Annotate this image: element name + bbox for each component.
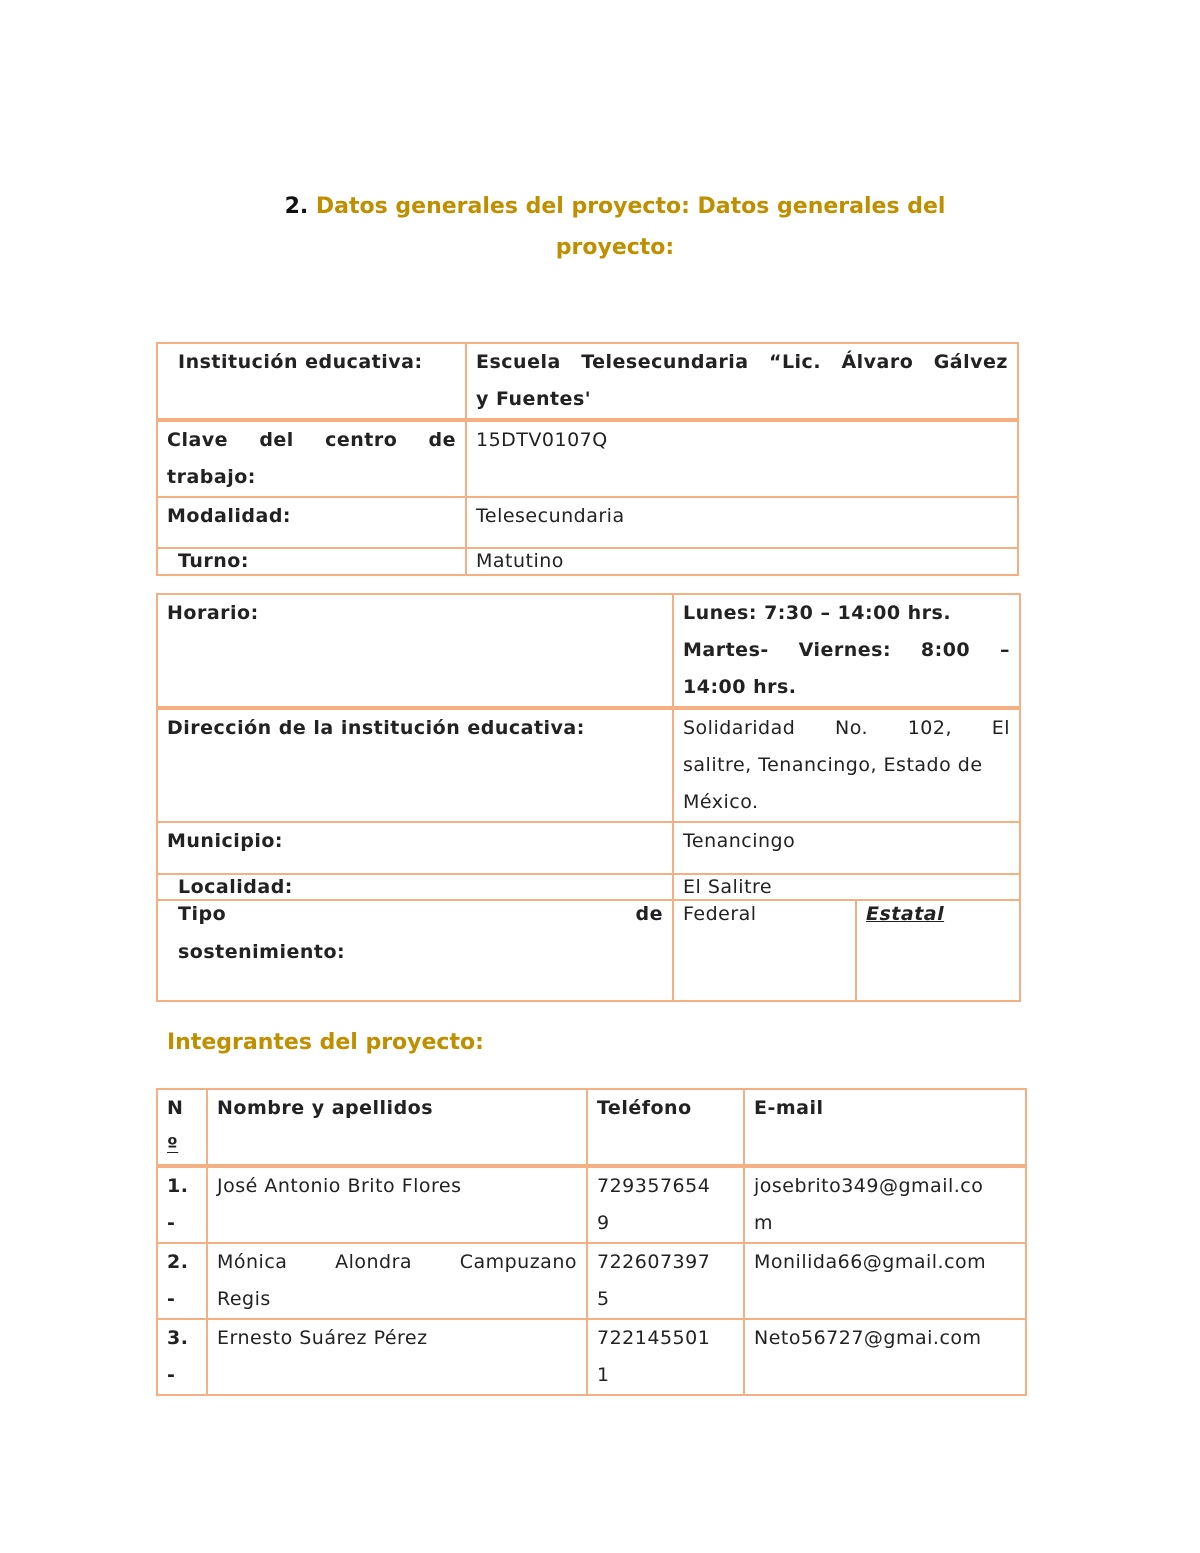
integrantes-heading: Integrantes del proyecto:	[167, 1030, 484, 1055]
table-row	[157, 1243, 1026, 1319]
turno-value: Matutino	[466, 548, 1018, 575]
row-telefono: 722145501 1	[587, 1319, 744, 1395]
municipio-label: Municipio:	[157, 822, 673, 874]
row-nombre: José Antonio Brito Flores	[207, 1166, 587, 1243]
tipo-label	[157, 900, 673, 1001]
header-no: N º	[157, 1089, 207, 1166]
table-row	[157, 874, 1020, 900]
tipo-estatal: Estatal	[856, 900, 1020, 1001]
header-nombre: Nombre y apellidos	[207, 1089, 587, 1166]
modalidad-label: Modalidad:	[157, 497, 466, 548]
row-nombre: Ernesto Suárez Pérez	[207, 1319, 587, 1395]
row-nombre: Mónica Alondra Campuzano Regis	[207, 1243, 587, 1319]
header-telefono: Teléfono	[587, 1089, 744, 1166]
table-row	[157, 1166, 1026, 1243]
clave-value: 15DTV0107Q	[466, 420, 1018, 497]
horario-line2: Martes- Viernes: 8:00 –	[683, 639, 1010, 661]
section-title	[230, 186, 1000, 268]
direccion-line1: Solidaridad No. 102, El	[683, 717, 1010, 739]
table-row	[157, 594, 1020, 708]
tipo-label-line1: Tipo de	[178, 903, 663, 925]
horario-value	[673, 594, 1020, 708]
direccion-line3: México.	[683, 791, 759, 813]
general-data-table	[156, 342, 1019, 576]
row-no: 3. -	[157, 1319, 207, 1395]
horario-line1: Lunes: 7:30 – 14:00 hrs.	[683, 602, 952, 624]
institucion-value	[466, 343, 1018, 420]
section-number: 2.	[284, 194, 309, 219]
clave-label-line1: Clave del centro de	[167, 429, 456, 451]
table-row	[157, 548, 1018, 575]
institucion-value-line2: y Fuentes'	[476, 388, 592, 410]
clave-label	[157, 420, 466, 497]
table-row	[157, 822, 1020, 874]
horario-label: Horario:	[157, 594, 673, 708]
section-title-line2: proyecto:	[555, 235, 675, 260]
municipio-value: Tenancingo	[673, 822, 1020, 874]
horario-line3: 14:00 hrs.	[683, 676, 797, 698]
table-row	[157, 1319, 1026, 1395]
tipo-label-line2: sostenimiento:	[178, 941, 346, 963]
row-no: 2. -	[157, 1243, 207, 1319]
integrantes-table	[156, 1088, 1027, 1396]
direccion-label: Dirección de la institución educativa:	[157, 708, 673, 822]
table-row	[157, 420, 1018, 497]
turno-label: Turno:	[157, 548, 466, 575]
direccion-line2: salitre, Tenancingo, Estado de	[683, 754, 983, 776]
table-row	[157, 497, 1018, 548]
tipo-federal: Federal	[673, 900, 856, 1001]
row-no: 1. -	[157, 1166, 207, 1243]
modalidad-value: Telesecundaria	[466, 497, 1018, 548]
clave-label-line2: trabajo:	[167, 466, 256, 488]
table-row	[157, 900, 1020, 1001]
table-row	[157, 343, 1018, 420]
row-telefono: 722607397 5	[587, 1243, 744, 1319]
localidad-value: El Salitre	[673, 874, 1020, 900]
header-email: E-mail	[744, 1089, 1026, 1166]
table-row	[157, 708, 1020, 822]
direccion-value	[673, 708, 1020, 822]
row-telefono: 729357654 9	[587, 1166, 744, 1243]
row-email: Monilida66@gmail.com	[744, 1243, 1026, 1319]
row-email: josebrito349@gmail.co m	[744, 1166, 1026, 1243]
localidad-label: Localidad:	[157, 874, 673, 900]
institucion-label: Institución educativa:	[157, 343, 466, 420]
table-header-row	[157, 1089, 1026, 1166]
institution-details-table	[156, 593, 1021, 1002]
institucion-value-line1: Escuela Telesecundaria “Lic. Álvaro Gálvez	[476, 351, 1008, 373]
section-title-line1: Datos generales del proyecto: Datos generales del	[315, 194, 946, 219]
row-email: Neto56727@gmai.com	[744, 1319, 1026, 1395]
